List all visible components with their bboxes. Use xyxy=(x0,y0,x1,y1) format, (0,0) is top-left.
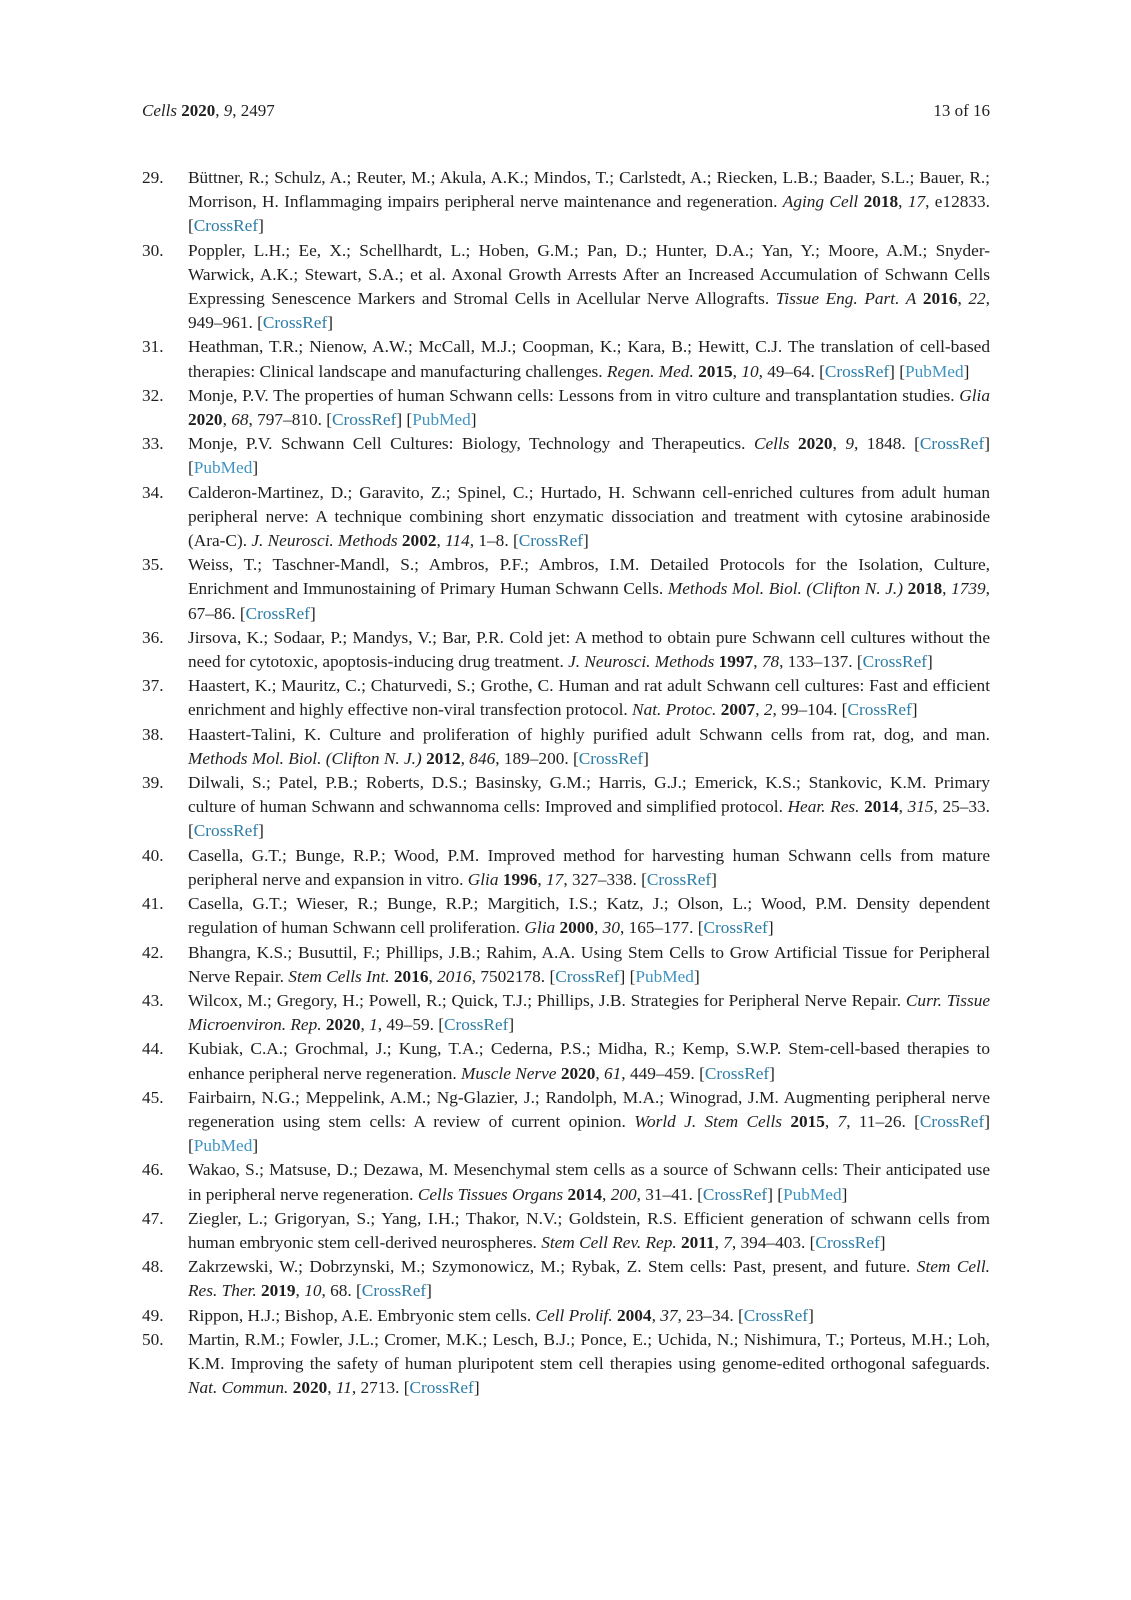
text-segment: ] [ xyxy=(889,361,906,381)
text-segment: Methods Mol. Biol. (Clifton N. J.) xyxy=(667,579,903,599)
crossref-link[interactable]: CrossRef xyxy=(332,410,397,430)
reference-number: 30. xyxy=(142,240,164,260)
reference-text xyxy=(188,553,990,626)
text-segment: 9 xyxy=(223,101,233,120)
text-segment: 2020 xyxy=(292,1378,328,1398)
text-segment: 2016 xyxy=(393,966,429,986)
text-segment: 2020 xyxy=(560,1063,596,1083)
reference-text xyxy=(188,1328,990,1401)
reference-text xyxy=(188,384,990,432)
text-segment: ] xyxy=(808,1305,814,1325)
text-segment: Stem Cells Int. xyxy=(288,966,390,986)
crossref-link[interactable]: CrossRef xyxy=(444,1015,509,1035)
crossref-link[interactable]: CrossRef xyxy=(703,918,768,938)
text-segment: ] xyxy=(711,869,717,889)
reference-item xyxy=(142,1304,990,1328)
text-segment: ] xyxy=(769,1063,775,1083)
page-header xyxy=(142,100,990,122)
text-segment: Büttner, R.; Schulz, A.; Reuter, M.; Akula, A.K.; Mindos, T.; Carlstedt, A.; Riecken, L.B.; Baader, S.L.; Bauer, R.; Morrison, H. Inflammaging impairs peripheral nerve maintenance and regeneration. xyxy=(188,168,990,212)
reference-text xyxy=(188,1207,990,1255)
text-segment: Stem Cell Rev. Rep. xyxy=(541,1232,677,1252)
reference-item xyxy=(142,674,990,722)
text-segment: ] [ xyxy=(619,966,636,986)
text-segment: , 394–403. [ xyxy=(731,1232,816,1252)
reference-number: 33. xyxy=(142,434,164,454)
reference-text xyxy=(188,892,990,940)
text-segment: 2015 xyxy=(790,1111,825,1131)
text-segment: ] xyxy=(879,1232,886,1252)
text-segment: , xyxy=(537,869,547,889)
text-segment: ] xyxy=(258,216,264,236)
text-segment: , 67–86. [ xyxy=(188,579,990,623)
reference-item xyxy=(142,941,990,989)
crossref-link[interactable]: CrossRef xyxy=(518,531,584,551)
pubmed-link[interactable]: PubMed xyxy=(193,1136,253,1156)
reference-text xyxy=(188,1304,990,1328)
text-segment: Tissue Eng. Part. A xyxy=(775,289,917,309)
reference-number: 36. xyxy=(142,627,164,647)
reference-number: 43. xyxy=(142,990,164,1010)
text-segment: ] xyxy=(767,918,774,938)
text-segment: , xyxy=(898,797,908,817)
reference-item xyxy=(142,989,990,1037)
crossref-link[interactable]: CrossRef xyxy=(193,216,259,236)
crossref-link[interactable]: CrossRef xyxy=(578,748,644,768)
text-segment: , xyxy=(215,101,224,120)
text-segment: Stem Cell. Res. Ther. xyxy=(188,1257,990,1301)
reference-item xyxy=(142,1255,990,1303)
text-segment: 2002 xyxy=(401,531,437,551)
reference-text xyxy=(188,166,990,239)
reference-number: 46. xyxy=(142,1160,164,1180)
text-segment: , 2497 xyxy=(232,101,275,120)
reference-item xyxy=(142,1086,990,1159)
crossref-link[interactable]: CrossRef xyxy=(555,966,620,986)
reference-number: 47. xyxy=(142,1208,164,1228)
references-list xyxy=(142,166,990,1400)
text-segment: , xyxy=(753,652,762,672)
text-segment: ] xyxy=(583,531,589,551)
text-segment: J. Neurosci. Methods xyxy=(568,652,715,672)
reference-number: 41. xyxy=(142,894,164,914)
reference-number: 44. xyxy=(142,1039,164,1059)
pubmed-link[interactable]: PubMed xyxy=(635,966,694,986)
text-segment: Cells xyxy=(753,434,790,454)
reference-item xyxy=(142,481,990,554)
text-segment: ] xyxy=(963,361,970,381)
reference-number: 29. xyxy=(142,168,164,187)
crossref-link[interactable]: CrossRef xyxy=(193,821,259,841)
text-segment: , xyxy=(732,361,742,381)
reference-number: 39. xyxy=(142,773,164,793)
text-segment: ] [ xyxy=(188,434,990,478)
text-segment: Curr. Tissue Microenviron. Rep. xyxy=(188,990,991,1035)
reference-text xyxy=(188,844,990,892)
text-segment: ] xyxy=(911,700,918,720)
reference-text xyxy=(188,626,990,674)
text-segment: Haastert-Talini, K. Culture and proliferation of highly purified adult Schwann cells from rat, dog, and man. xyxy=(188,724,990,744)
text-segment: 315 xyxy=(907,797,934,817)
reference-number: 49. xyxy=(142,1305,164,1325)
reference-item xyxy=(142,432,990,480)
text-segment: , xyxy=(714,1232,724,1252)
text-segment: Dilwali, S.; Patel, P.B.; Roberts, D.S.; Basinsky, G.M.; Harris, G.J.; Emerick, K.S.; Stankovic, K.M. Primary culture of human Schwann and schwannoma cells: Improved and simplified protocol. xyxy=(188,773,990,817)
text-segment: ] xyxy=(643,748,649,768)
text-segment: Glia xyxy=(959,385,990,405)
text-segment: Calderon-Martinez, D.; Garavito, Z.; Spinel, C.; Hurtado, H. Schwann cell-enriched cultures from adult human peripheral nerve: A technique combining short enzymatic dissociation and treatment with cytosine arabinoside (Ara-C). xyxy=(188,482,990,551)
crossref-link[interactable]: CrossRef xyxy=(824,361,890,381)
crossref-link[interactable]: CrossRef xyxy=(704,1063,770,1083)
text-segment: 2000 xyxy=(559,918,595,938)
reference-number: 35. xyxy=(142,555,164,575)
text-segment: Aging Cell xyxy=(782,192,859,212)
text-segment: Glia xyxy=(524,918,556,938)
text-segment: 1739 xyxy=(951,579,986,599)
text-segment: 2019 xyxy=(260,1281,296,1301)
crossref-link[interactable]: CrossRef xyxy=(743,1305,809,1325)
text-segment: , xyxy=(428,966,438,986)
text-segment: , xyxy=(957,289,969,309)
reference-text xyxy=(188,1255,990,1303)
text-segment: 1997 xyxy=(718,652,754,672)
text-segment: , 2713. [ xyxy=(351,1378,410,1398)
text-segment: 2014 xyxy=(567,1184,603,1204)
text-segment: Ziegler, L.; Grigoryan, S.; Yang, I.H.; Thakor, N.V.; Goldstein, R.S. Efficient generation of schwann cells from human embryonic stem cell-derived neurospheres. xyxy=(188,1208,990,1252)
crossref-link[interactable]: CrossRef xyxy=(847,700,912,720)
reference-item xyxy=(142,1158,990,1206)
text-segment: Kubiak, C.A.; Grochmal, J.; Kung, T.A.; Cederna, P.S.; Midha, R.; Kemp, S.W.P. Stem-cell-based therapies to enhance peripheral nerve regeneration. xyxy=(188,1039,990,1083)
text-segment: 10 xyxy=(741,361,759,381)
crossref-link[interactable]: CrossRef xyxy=(409,1378,474,1398)
text-segment: , xyxy=(651,1305,661,1325)
text-segment: ] xyxy=(841,1184,848,1204)
crossref-link[interactable]: CrossRef xyxy=(646,869,712,889)
text-segment: Weiss, T.; Taschner-Mandl, S.; Ambros, P.F.; Ambros, I.M. Detailed Protocols for the Isolation, Culture, Enrichment and Immunostaining of Primary Human Schwann Cells. xyxy=(188,555,990,599)
text-segment: Glia xyxy=(467,869,499,889)
text-segment: 2016 xyxy=(922,289,958,309)
text-segment: Bhangra, K.S.; Busuttil, F.; Phillips, J.B.; Rahim, A.A. Using Stem Cells to Grow Artificial Tissue for Peripheral Nerve Repair. xyxy=(188,942,990,986)
text-segment: 7 xyxy=(837,1111,847,1131)
text-segment: 10 xyxy=(304,1281,322,1301)
text-segment: 61 xyxy=(604,1063,622,1083)
crossref-link[interactable]: CrossRef xyxy=(702,1184,768,1204)
text-segment: , e12833. [ xyxy=(188,192,990,236)
text-segment: , 99–104. [ xyxy=(772,700,848,720)
text-segment: World J. Stem Cells xyxy=(634,1111,782,1131)
text-segment: , xyxy=(327,1378,336,1398)
text-segment: Monje, P.V. The properties of human Schwann cells: Lessons from in vitro culture and transplantation studies. xyxy=(188,385,960,405)
pubmed-link[interactable]: PubMed xyxy=(412,410,471,430)
text-segment: , xyxy=(942,579,952,599)
reference-item xyxy=(142,1037,990,1085)
text-segment: , 23–34. [ xyxy=(677,1305,744,1325)
text-segment: 2014 xyxy=(864,797,899,817)
text-segment: Cell Prolif. xyxy=(535,1305,613,1325)
reference-item xyxy=(142,771,990,844)
text-segment: 200 xyxy=(610,1184,637,1204)
text-segment: , xyxy=(295,1281,305,1301)
text-segment: , 68. [ xyxy=(321,1281,362,1301)
text-segment: ] xyxy=(426,1281,432,1301)
text-segment: ] [ xyxy=(396,410,413,430)
reference-number: 40. xyxy=(142,845,164,865)
text-segment: Zakrzewski, W.; Dobrzynski, M.; Szymonowicz, M.; Rybak, Z. Stem cells: Past, present, and future. xyxy=(188,1257,917,1277)
text-segment: , xyxy=(898,192,908,212)
text-segment: 2 xyxy=(763,700,773,720)
reference-text xyxy=(188,239,990,336)
reference-item xyxy=(142,1207,990,1255)
pubmed-link[interactable]: PubMed xyxy=(905,361,964,381)
reference-item xyxy=(142,626,990,674)
reference-item xyxy=(142,1328,990,1401)
text-segment: , xyxy=(755,700,764,720)
reference-text xyxy=(188,723,990,771)
reference-text xyxy=(188,1037,990,1085)
crossref-link[interactable]: CrossRef xyxy=(919,434,985,454)
text-segment: 1 xyxy=(369,1015,378,1035)
text-segment: ] [ xyxy=(188,1111,990,1156)
reference-item xyxy=(142,553,990,626)
reference-item xyxy=(142,166,990,239)
text-segment: Jirsova, K.; Sodaar, P.; Mandys, V.; Bar, P.R. Cold jet: A method to obtain pure Schwann cell cultures without the need for cytotoxic, apoptosis-inducing drug treatment. xyxy=(188,627,990,672)
text-segment: 7 xyxy=(723,1232,732,1252)
text-segment: , 133–137. [ xyxy=(779,652,863,672)
crossref-link[interactable]: CrossRef xyxy=(245,603,310,623)
pubmed-link[interactable]: PubMed xyxy=(193,458,253,478)
reference-text xyxy=(188,674,990,722)
reference-text xyxy=(188,1158,990,1206)
reference-text xyxy=(188,1086,990,1159)
text-segment: , 49–64. [ xyxy=(758,361,825,381)
text-segment: ] xyxy=(470,410,477,430)
text-segment: 2020 xyxy=(797,434,833,454)
text-segment xyxy=(789,434,797,453)
reference-item xyxy=(142,844,990,892)
text-segment: 30 xyxy=(602,918,620,938)
reference-number: 48. xyxy=(142,1257,164,1277)
text-segment: ] xyxy=(927,652,933,672)
text-segment: 17 xyxy=(907,192,926,212)
text-segment: , 165–177. [ xyxy=(619,918,704,938)
crossref-link[interactable]: CrossRef xyxy=(919,1111,985,1131)
reference-item xyxy=(142,384,990,432)
text-segment: 2015 xyxy=(698,361,733,381)
text-segment: , 449–459. [ xyxy=(621,1063,705,1083)
reference-text xyxy=(188,771,990,844)
text-segment: 78 xyxy=(761,652,780,672)
text-segment: , xyxy=(222,410,232,430)
reference-number: 45. xyxy=(142,1087,164,1107)
text-segment: ] xyxy=(508,1015,515,1035)
text-segment: Methods Mol. Biol. (Clifton N. J.) xyxy=(188,748,422,768)
crossref-link[interactable]: CrossRef xyxy=(361,1281,427,1301)
text-segment: 11 xyxy=(335,1378,352,1398)
text-segment: J. Neurosci. Methods xyxy=(251,531,398,551)
reference-text xyxy=(188,941,990,989)
reference-number: 38. xyxy=(142,724,164,744)
page-number: 13 of 16 xyxy=(933,101,990,120)
text-segment: , 31–41. [ xyxy=(636,1184,703,1204)
reference-item xyxy=(142,892,990,940)
text-segment xyxy=(916,289,923,308)
reference-number: 42. xyxy=(142,942,164,962)
text-segment: Regen. Med. xyxy=(606,361,694,381)
text-segment: 2011 xyxy=(681,1232,715,1252)
text-segment: ] xyxy=(258,821,264,841)
text-segment: , 327–338. [ xyxy=(563,869,647,889)
text-segment: Rippon, H.J.; Bishop, A.E. Embryonic stem cells. xyxy=(188,1305,536,1325)
text-segment: , 1–8. [ xyxy=(469,531,519,551)
text-segment: , 11–26. [ xyxy=(846,1111,920,1131)
text-segment: , xyxy=(824,1111,838,1131)
text-segment: 68 xyxy=(231,410,249,430)
text-segment: 2018 xyxy=(907,579,943,599)
text-segment: 2018 xyxy=(863,192,899,212)
text-segment: Cells Tissues Organs xyxy=(417,1184,564,1204)
reference-text xyxy=(188,481,990,554)
text-segment: Nat. Protoc. xyxy=(632,700,717,720)
text-segment: 2007 xyxy=(720,700,756,720)
reference-number: 50. xyxy=(142,1329,164,1349)
text-segment: Poppler, L.H.; Ee, X.; Schellhardt, L.; Hoben, G.M.; Pan, D.; Hunter, D.A.; Yan, Y.; Moore, A.M.; Snyder-Warwick, A.K.; Stewart, S.A.; et al. Axonal Growth Arrests After an Increased Accumulation of Schwann Cells Expressing Senescence Markers and Stromal Cells in Acellular Nerve Allografts. xyxy=(188,240,990,309)
text-segment: 17 xyxy=(546,869,564,889)
crossref-link[interactable]: CrossRef xyxy=(815,1232,880,1252)
text-segment: 2020 xyxy=(181,101,216,120)
pubmed-link[interactable]: PubMed xyxy=(783,1184,842,1204)
text-segment: 2016 xyxy=(437,966,472,986)
text-segment: Wilcox, M.; Gregory, H.; Powell, R.; Quick, T.J.; Phillips, J.B. Strategies for Peripheral Nerve Repair. xyxy=(188,990,906,1010)
crossref-link[interactable]: CrossRef xyxy=(862,652,927,672)
text-segment: , 1848. [ xyxy=(853,434,920,454)
crossref-link[interactable]: CrossRef xyxy=(262,313,328,333)
text-segment: , 49–59. [ xyxy=(377,1015,444,1035)
text-segment: Martin, R.M.; Fowler, J.L.; Cromer, M.K.; Lesch, B.J.; Ponce, E.; Uchida, N.; Nishimura, T.; Porteus, M.H.; Loh, K.M. Improving the safety of human pluripotent stem cell therapies using genome-edited orthogonal safeguards. xyxy=(188,1329,990,1373)
text-segment: , 797–810. [ xyxy=(248,410,333,430)
text-segment: Wakao, S.; Matsuse, D.; Dezawa, M. Mesenchymal stem cells as a source of Schwann cells: Their anticipated use in peripheral nerve regeneration. xyxy=(188,1160,990,1204)
reference-number: 34. xyxy=(142,482,164,502)
reference-number: 32. xyxy=(142,385,164,405)
text-segment: , 7502178. [ xyxy=(471,966,556,986)
text-segment: , xyxy=(436,531,446,551)
text-segment: 9 xyxy=(845,434,854,454)
text-segment: Heathman, T.R.; Nienow, A.W.; McCall, M.J.; Coopman, K.; Kara, B.; Hewitt, C.J. The translation of cell-based therapies: Clinical landscape and manufacturing challenges. xyxy=(188,337,990,381)
text-segment: 22 xyxy=(968,289,986,309)
text-segment: Haastert, K.; Mauritz, C.; Chaturvedi, S.; Grothe, C. Human and rat adult Schwann cell cultures: Fast and efficient enrichment and highly effective non-viral transfection protocol. xyxy=(188,676,990,720)
text-segment: , 189–200. [ xyxy=(495,748,579,768)
text-segment: Casella, G.T.; Wieser, R.; Bunge, R.P.; Margitich, I.S.; Katz, J.; Olson, L.; Wood, P.M. Density dependent regulation of human Schwann cell proliferation. xyxy=(188,894,990,938)
text-segment: , xyxy=(460,748,470,768)
reference-number: 37. xyxy=(142,676,164,696)
text-segment: ] xyxy=(693,966,700,986)
text-segment: , xyxy=(602,1184,611,1204)
text-segment: 114 xyxy=(445,531,470,551)
text-segment: ] xyxy=(309,603,316,623)
text-segment: 2012 xyxy=(426,748,461,768)
text-segment: Muscle Nerve xyxy=(460,1063,557,1083)
text-segment: 846 xyxy=(469,748,496,768)
text-segment: 2004 xyxy=(617,1305,652,1325)
text-segment: Fairbairn, N.G.; Meppelink, A.M.; Ng-Glazier, J.; Randolph, M.A.; Winograd, J.M. Augmenting peripheral nerve regeneration using stem cells: A review of current opinion. xyxy=(188,1087,990,1131)
text-segment: , 25–33. [ xyxy=(188,797,990,841)
reference-item xyxy=(142,723,990,771)
text-segment: , 949–961. [ xyxy=(188,289,990,333)
text-segment: , xyxy=(360,1015,370,1035)
text-segment: Hear. Res. xyxy=(787,797,860,817)
text-segment: 1996 xyxy=(502,869,538,889)
text-segment: ] xyxy=(252,458,259,478)
text-segment: ] xyxy=(473,1378,480,1398)
text-segment: 2020 xyxy=(188,410,223,430)
text-segment: ] xyxy=(252,1136,259,1156)
text-segment: 2020 xyxy=(325,1015,361,1035)
reference-text xyxy=(188,335,990,383)
text-segment: Nat. Commun. xyxy=(188,1378,289,1398)
text-segment: , xyxy=(594,918,603,938)
text-segment: , xyxy=(595,1063,605,1083)
reference-item xyxy=(142,239,990,336)
text-segment: Cells xyxy=(142,101,182,120)
journal-citation xyxy=(142,100,275,122)
text-segment: , xyxy=(832,434,846,454)
reference-item xyxy=(142,335,990,383)
reference-text xyxy=(188,989,990,1037)
text-segment: 37 xyxy=(660,1305,678,1325)
reference-text xyxy=(188,432,990,480)
text-segment: ] [ xyxy=(767,1184,784,1204)
text-segment: Monje, P.V. Schwann Cell Cultures: Biology, Technology and Therapeutics. xyxy=(188,434,754,454)
reference-number: 31. xyxy=(142,337,164,357)
text-segment: Casella, G.T.; Bunge, R.P.; Wood, P.M. Improved method for harvesting human Schwann cells from mature peripheral nerve and expansion in vitro. xyxy=(188,845,990,889)
text-segment: ] xyxy=(327,313,333,333)
